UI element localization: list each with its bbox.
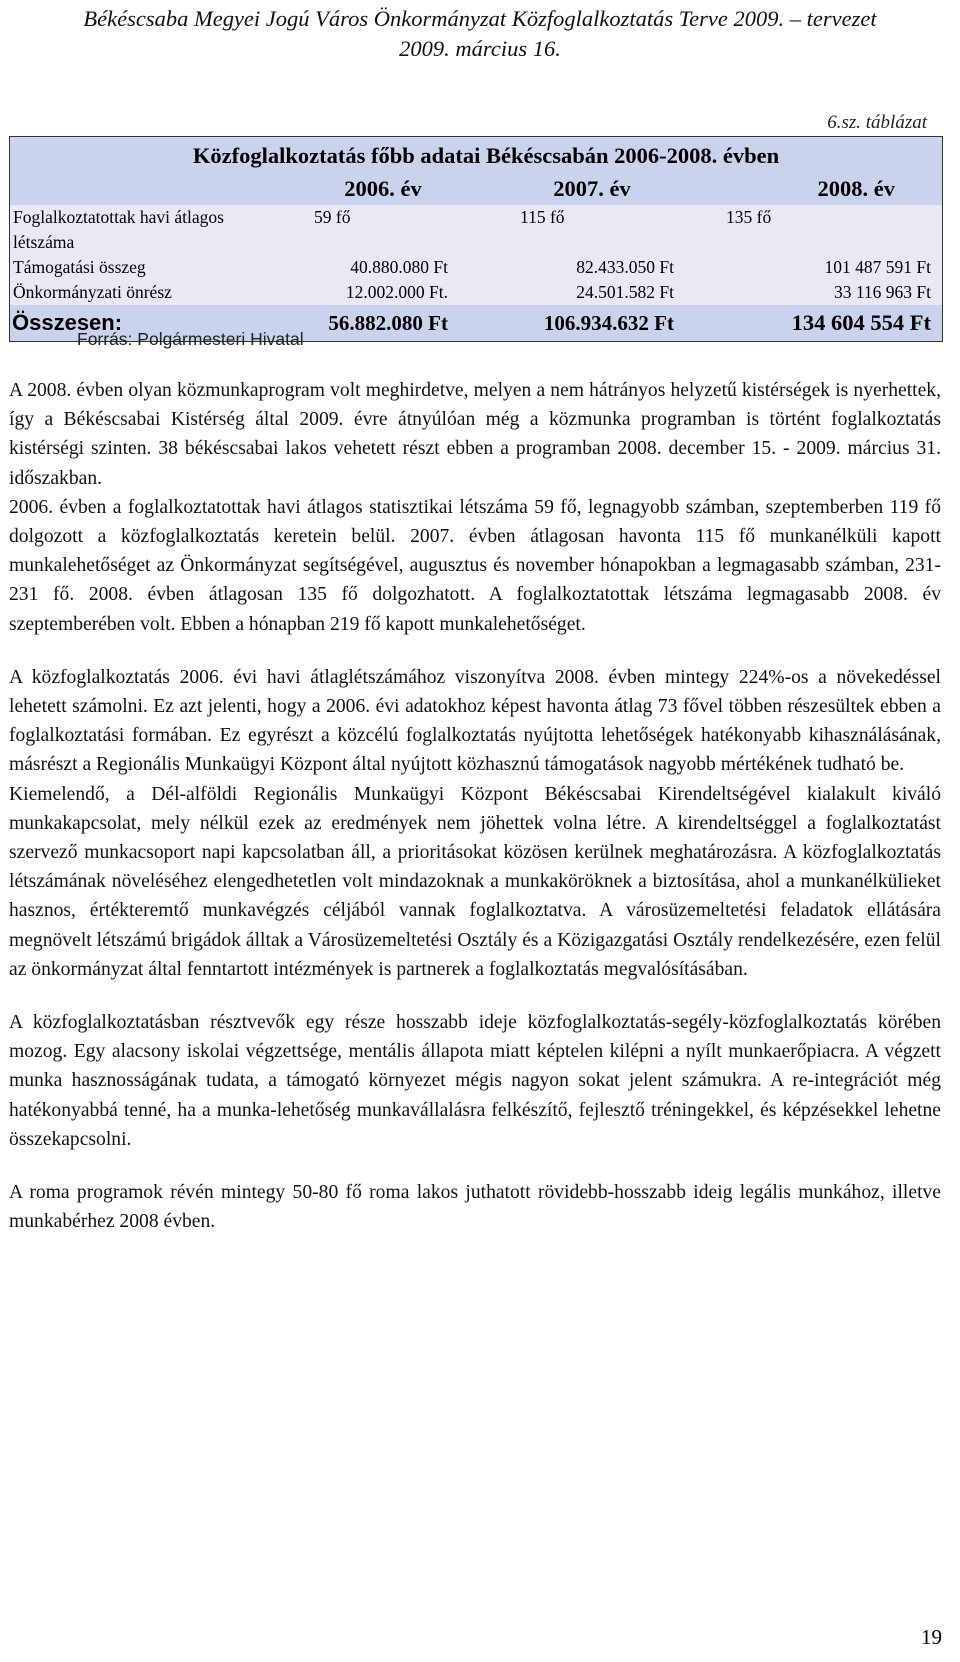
table-header-row xyxy=(10,175,942,205)
year-header-2008: 2008. év xyxy=(702,175,942,205)
total-2007: 106.934.632 Ft xyxy=(472,305,702,341)
table-row xyxy=(10,205,942,255)
cell-2007: 24.501.582 Ft xyxy=(576,282,674,302)
paragraph: A 2008. évben olyan közmunkaprogram volt meghirdetve, melyen a nem hátrányos helyzetű kistérségek is nyerhettek, így a Békéscsabai Kistérség által 2009. évre átnyúlóan még a közmunka programban is történt foglalkoztatás kistérségi szinten. 38 békéscsabai lakos vehetett részt ebben a programban 2008. december 15. - 2009. március 31. időszakban. xyxy=(9,380,941,489)
paragraph: A közfoglalkoztatás 2006. évi havi átlaglétszámához viszonyítva 2008. évben mintegy 224%-os a növekedéssel lehetett számolni. Ez azt jelenti, hogy a 2006. évi adatokhoz képest havonta átlag 73 fővel többen részesültek ebben a foglalkoztatási formában. Ez egyrészt a közcélú foglalkoztatás nyújtotta lehetőségek hatékonyabb kihasználásának, másrészt a Regionális Munkaügyi Központ által nyújtott közhasznú támogatások nagyobb mértékének tudható be. xyxy=(9,666,941,776)
row-label: Támogatási összeg xyxy=(13,257,146,277)
table-row xyxy=(10,280,942,305)
table-reference: 6.sz. táblázat xyxy=(827,112,927,133)
body-text xyxy=(9,376,941,1236)
cell-2008: 135 fő xyxy=(726,207,772,227)
header-date: 2009. március 16. xyxy=(399,36,561,61)
document-header xyxy=(30,4,930,64)
paragraph: A roma programok révén mintegy 50-80 fő roma lakos juthatott rövidebb-hosszabb ideig legális munkához, illetve munkabérhez 2008 évben. xyxy=(9,1182,941,1233)
stats-table xyxy=(9,136,943,342)
paragraph: A közfoglalkoztatásban résztvevők egy része hosszabb ideje közfoglalkoztatás-segély-közfoglalkoztatás körében mozog. Egy alacsony iskolai végzettsége, mentális állapota miatt képtelen kilépni a nyílt munkaerőpiacra. A végzett munka hasznosságának tudata, a támogató környezet mégis nagyon sokat jelent számukra. A re-integrációt még hatékonyabbá tenné, ha a munka-lehetőség munkavállalásra felkészítő, fejlesztő tréningekkel, és képzésekkel lehetne összekapcsolni. xyxy=(9,1012,941,1150)
cell-2006: 40.880.080 Ft xyxy=(350,257,448,277)
table-source: Forrás: Polgármesteri Hivatal xyxy=(77,329,304,349)
row-label: Foglalkoztatottak havi átlagos létszáma xyxy=(13,207,224,252)
cell-2007: 82.433.050 Ft xyxy=(576,257,674,277)
total-label: Összesen: xyxy=(10,305,264,341)
page-number: 19 xyxy=(921,1625,942,1649)
row-label: Önkormányzati önrész xyxy=(13,282,172,302)
cell-2008: 33 116 963 Ft xyxy=(833,282,932,302)
header-title: Békéscsaba Megyei Jogú Város Önkormányzat Közfoglalkoztatás Terve 2009. – tervezet xyxy=(83,6,877,31)
paragraph: Kiemelendő, a Dél-alföldi Regionális Munkaügyi Központ Békéscsabai Kirendeltségével kialakult kiváló munkakapcsolat, mely nélkül ezek az eredmények nem jöhettek volna létre. A kirendeltséggel a foglalkoztatást szervező munkacsoport napi kapcsolatban áll, a prioritásokat közösen kerülnek meghatározásra. A közfoglalkoztatás létszámának növeléséhez elengedhetetlen volt mindazoknak a munkaköröknek a biztosítása, ahol a munkanélkülieket hasznos, értékteremtő munkavégzés céljából vannak foglalkoztatva. A városüzemeltetési feladatok ellátására megnövelt létszámú brigádok álltak a Városüzemeltetési Osztály és a Közigazgatási Osztály rendelkezésére, ezen felül az önkormányzat által fenntartott intézmények is partnerek a foglalkoztatás megvalósításában. xyxy=(9,783,941,980)
cell-2006: 12.002.000 Ft. xyxy=(345,282,448,302)
table-caption: Közfoglalkoztatás főbb adatai Békéscsabán 2006-2008. évben xyxy=(10,137,942,175)
total-2006: 56.882.080 Ft xyxy=(264,305,472,341)
cell-2008: 101 487 591 Ft xyxy=(824,257,932,277)
table-header-empty xyxy=(10,175,264,205)
paragraph: 2006. évben a foglalkoztatottak havi átlagos statisztikai létszáma 59 fő, legnagyobb számban, szeptemberben 119 fő dolgozott a közfoglalkoztatás keretein belül. 2007. évben átlagosan havonta 115 fő munkanélküli kapott munkalehetőséget az Önkormányzat segítségével, augusztus és november hónapokban a legmagasabb számban, 231-231 fő. 2008. évben átlagosan 135 fő dolgozhatott. A foglalkoztatottak létszáma legmagasabb 2008. év szeptemberében volt. Ebben a hónapban 219 fő kapott munkalehetőséget. xyxy=(9,496,941,635)
cell-2007: 115 fő xyxy=(520,207,565,227)
cell-2006: 59 fő xyxy=(314,207,351,227)
year-header-2007: 2007. év xyxy=(472,175,702,205)
total-2008: 134 604 554 Ft xyxy=(702,305,942,341)
year-header-2006: 2006. év xyxy=(264,175,472,205)
table-row xyxy=(10,255,942,280)
